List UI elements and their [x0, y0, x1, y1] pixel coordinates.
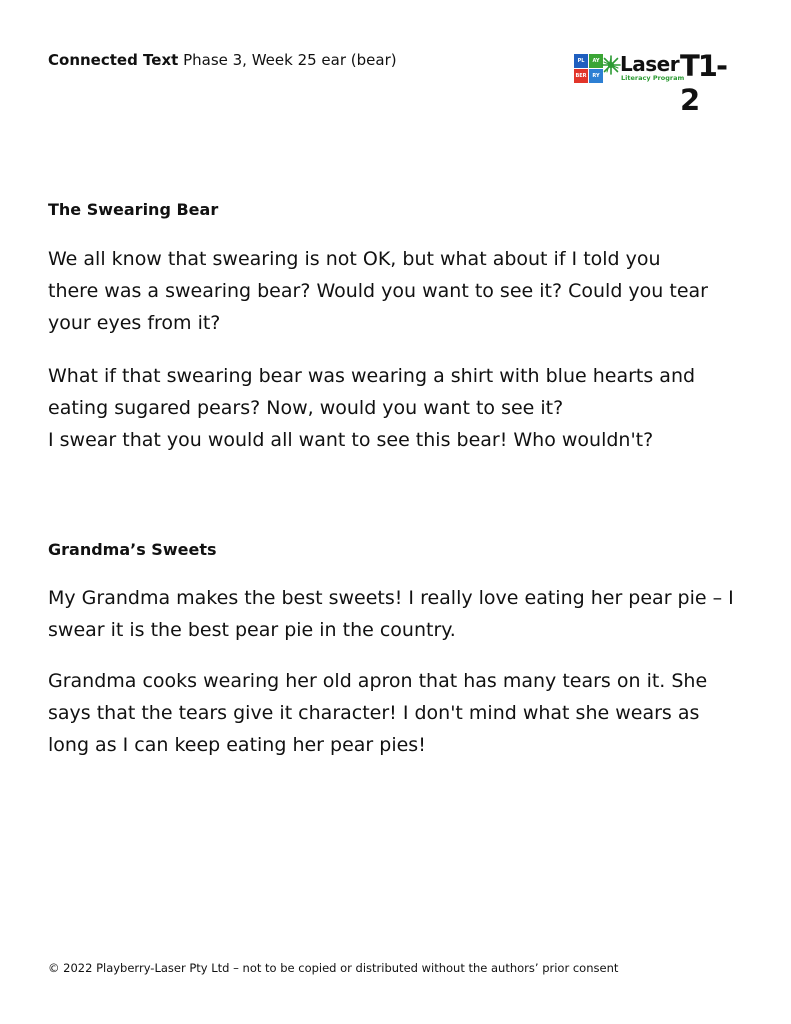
text-line: eating sugared pears? Now, would you want to see it?	[48, 397, 564, 419]
text-line: My Grandma makes the best sweets! I really love eating her pear pie – I	[48, 587, 734, 609]
text-line: says that the tears give it character! I don't mind what she wears as	[48, 702, 700, 724]
logo-tile: PL	[574, 54, 588, 68]
logo-wordmark: Laser	[620, 52, 680, 76]
header-label: Connected Text	[48, 51, 179, 69]
laser-logo	[574, 49, 734, 117]
text-line: long as I can keep eating her pear pies!	[48, 734, 426, 756]
playberry-tiles	[574, 54, 604, 84]
text-line: I swear that you would all want to see this bear! Who wouldn't?	[48, 429, 654, 451]
logo-tile: BER	[574, 69, 588, 83]
story-paragraph	[48, 665, 707, 761]
text-line: swear it is the best pear pie in the country.	[48, 619, 456, 641]
logo-tile: AY	[589, 54, 603, 68]
text-line: Grandma cooks wearing her old apron that has many tears on it. She	[48, 670, 708, 692]
logo-level: T1-2	[680, 49, 726, 117]
header-phase-week: Phase 3, Week 25 ear (bear)	[178, 51, 397, 69]
text-line: We all know that swearing is not OK, but what about if I told you	[48, 248, 661, 270]
text-line: there was a swearing bear? Would you want to see it? Could you tear	[48, 280, 708, 302]
story-title: The Swearing Bear	[48, 200, 219, 219]
text-line: What if that swearing bear was wearing a shirt with blue hearts and	[48, 365, 696, 387]
story-title: Grandma’s Sweets	[48, 540, 217, 559]
logo-tile: RY	[589, 69, 603, 83]
story-paragraph	[48, 582, 734, 646]
story-paragraph	[48, 243, 708, 339]
text-line: your eyes from it?	[48, 312, 221, 334]
laser-burst-icon	[601, 55, 621, 75]
logo-subtitle: Literacy Program	[621, 74, 685, 82]
worksheet-header	[48, 51, 397, 69]
copyright-footer: © 2022 Playberry-Laser Pty Ltd – not to be copied or distributed without the authors’ prior consent	[48, 961, 619, 975]
story-paragraph	[48, 360, 695, 456]
